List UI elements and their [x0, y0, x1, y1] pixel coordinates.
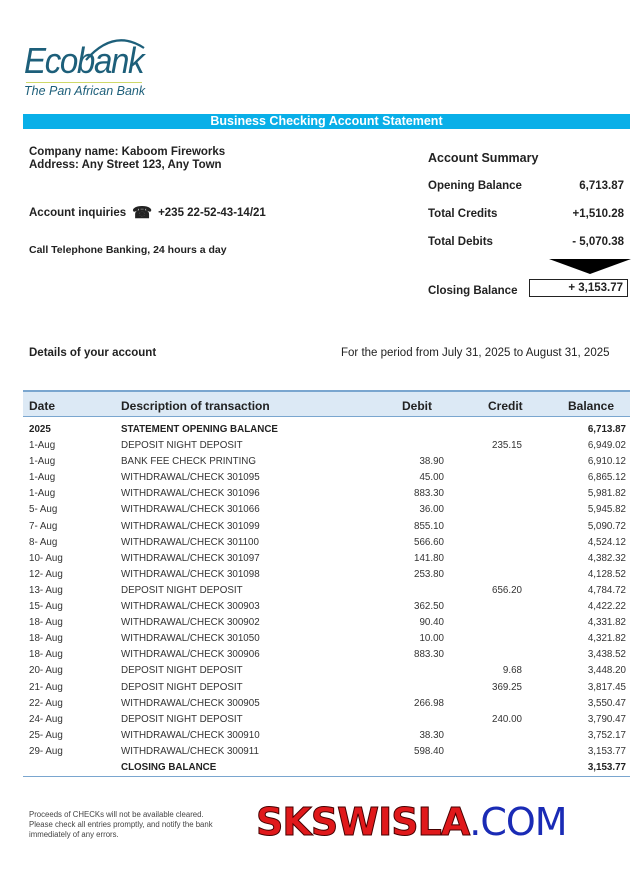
row-balance: 4,128.52: [587, 568, 626, 580]
table-row: [23, 487, 630, 503]
row-balance: 3,550.47: [587, 697, 626, 709]
table-row: [23, 584, 630, 600]
row-balance: 5,090.72: [587, 520, 626, 532]
row-debit: 38.90: [419, 456, 444, 468]
row-date: 1-Aug: [29, 456, 56, 468]
row-credit: 369.25: [492, 681, 522, 693]
table-row: [23, 423, 630, 439]
header-balance: Balance: [568, 399, 615, 413]
row-description: WITHDRAWAL/CHECK 301095: [121, 472, 260, 484]
row-description: WITHDRAWAL/CHECK 301066: [121, 504, 260, 516]
row-date: 25- Aug: [29, 729, 63, 741]
summary-total-debits: [428, 236, 624, 248]
row-balance: 3,153.77: [587, 761, 626, 773]
account-inquiries: [29, 207, 266, 220]
row-date: 20- Aug: [29, 665, 63, 677]
table-row: [23, 697, 630, 713]
row-balance: 3,817.45: [587, 681, 626, 693]
row-debit: 38.30: [419, 729, 444, 741]
row-debit: 45.00: [419, 472, 444, 484]
table-row: [23, 455, 630, 471]
row-balance: 4,524.12: [587, 536, 626, 548]
inquiries-phone: +235 22-52-43-14/21: [158, 207, 266, 219]
row-balance: 4,422.22: [587, 601, 626, 613]
row-description: BANK FEE CHECK PRINTING: [121, 456, 256, 468]
opening-balance-value: 6,713.87: [579, 180, 624, 192]
row-date: 18- Aug: [29, 633, 63, 645]
row-description: WITHDRAWAL/CHECK 301100: [121, 536, 259, 548]
table-row: [23, 520, 630, 536]
row-description: WITHDRAWAL/CHECK 300903: [121, 601, 260, 613]
table-row: [23, 439, 630, 455]
row-balance: 4,321.82: [587, 633, 626, 645]
row-debit: 253.80: [414, 568, 444, 580]
table-bottom-rule: [23, 776, 630, 777]
row-date: 18- Aug: [29, 649, 63, 661]
row-balance: 3,438.52: [587, 649, 626, 661]
row-date: 5- Aug: [29, 504, 58, 516]
table-row: [23, 713, 630, 729]
ecobank-logo: [24, 34, 154, 100]
row-debit: 266.98: [414, 697, 444, 709]
company-name: Company name: Kaboom Fireworks: [29, 146, 226, 158]
row-balance: 5,981.82: [587, 488, 626, 500]
row-balance: 3,153.77: [587, 745, 626, 757]
table-row: [23, 745, 630, 761]
row-balance: 6,865.12: [587, 472, 626, 484]
row-description: WITHDRAWAL/CHECK 301098: [121, 568, 260, 580]
total-credits-label: Total Credits: [428, 208, 498, 220]
telephone-icon: ☎: [132, 205, 153, 222]
statement-title: Business Checking Account Statement: [23, 114, 630, 129]
table-row: [23, 681, 630, 697]
row-date: 10- Aug: [29, 552, 63, 564]
row-description: STATEMENT OPENING BALANCE: [121, 424, 278, 435]
summary-total-credits: [428, 208, 624, 220]
row-balance: 3,752.17: [587, 729, 626, 741]
row-description: DEPOSIT NIGHT DEPOSIT: [121, 713, 243, 725]
row-description: WITHDRAWAL/CHECK 300902: [121, 617, 260, 629]
row-balance: 5,945.82: [587, 504, 626, 516]
table-row: [23, 648, 630, 664]
row-description: WITHDRAWAL/CHECK 301097: [121, 552, 260, 564]
row-description: WITHDRAWAL/CHECK 301099: [121, 520, 260, 532]
total-credits-value: +1,510.28: [572, 208, 624, 220]
row-date: 13- Aug: [29, 584, 63, 596]
transactions-table-body: [23, 423, 630, 777]
watermark-blue-text: .COM: [469, 800, 567, 844]
row-credit: 656.20: [492, 584, 522, 596]
row-balance: 4,784.72: [587, 584, 626, 596]
logo-brand: Ecobank: [24, 40, 144, 81]
row-date: 1-Aug: [29, 472, 56, 484]
row-debit: 883.30: [414, 488, 444, 500]
footer-note: Proceeds of CHECKs will not be available cleared. Please check all entries promptly, and notify the bank immediately of any errors.: [29, 810, 213, 839]
row-debit: 598.40: [414, 745, 444, 757]
row-debit: 883.30: [414, 649, 444, 661]
row-description: DEPOSIT NIGHT DEPOSIT: [121, 584, 243, 596]
row-date: 21- Aug: [29, 681, 63, 693]
row-description: DEPOSIT NIGHT DEPOSIT: [121, 440, 243, 452]
table-row: [23, 471, 630, 487]
row-debit: 10.00: [419, 633, 444, 645]
row-date: 24- Aug: [29, 713, 63, 725]
table-row: [23, 729, 630, 745]
row-balance: 6,949.02: [587, 440, 626, 452]
inquiries-label: Account inquiries: [29, 207, 127, 219]
header-date: Date: [29, 399, 56, 413]
row-debit: 90.40: [419, 617, 444, 629]
row-date: 8- Aug: [29, 536, 58, 548]
row-date: 22- Aug: [29, 697, 63, 709]
row-description: WITHDRAWAL/CHECK 300905: [121, 697, 260, 709]
row-debit: 566.60: [414, 536, 444, 548]
row-debit: 141.80: [414, 552, 444, 564]
details-heading: Details of your account: [29, 347, 157, 359]
row-balance: 6,713.87: [587, 424, 626, 435]
row-balance: 4,382.32: [587, 552, 626, 564]
row-description: CLOSING BALANCE: [121, 761, 217, 773]
row-description: WITHDRAWAL/CHECK 300906: [121, 649, 260, 661]
watermark-red-text: SKSWISLA: [256, 800, 470, 844]
row-balance: 3,448.20: [587, 665, 626, 677]
total-debits-label: Total Debits: [428, 236, 493, 248]
row-description: WITHDRAWAL/CHECK 300911: [121, 745, 259, 757]
row-date: 18- Aug: [29, 617, 63, 629]
row-credit: 235.15: [492, 440, 522, 452]
row-description: DEPOSIT NIGHT DEPOSIT: [121, 681, 243, 693]
company-address: Address: Any Street 123, Any Town: [29, 159, 222, 171]
statement-period: For the period from July 31, 2025 to August 31, 2025: [341, 347, 610, 359]
row-description: DEPOSIT NIGHT DEPOSIT: [121, 665, 243, 677]
row-date: 1-Aug: [29, 488, 56, 500]
table-row: [23, 552, 630, 568]
table-row: [23, 761, 630, 777]
logo-divider: [26, 82, 142, 83]
row-date: 29- Aug: [29, 745, 63, 757]
table-row: [23, 664, 630, 680]
row-credit: 9.68: [502, 665, 522, 677]
down-arrow-icon: [549, 259, 631, 274]
row-description: WITHDRAWAL/CHECK 301050: [121, 633, 260, 645]
header-credit: Credit: [488, 399, 523, 413]
table-row: [23, 536, 630, 552]
row-date: 15- Aug: [29, 601, 63, 613]
header-description: Description of transaction: [121, 399, 270, 413]
watermark: [256, 800, 567, 844]
row-description: WITHDRAWAL/CHECK 300910: [121, 729, 260, 741]
account-summary-title: Account Summary: [428, 151, 539, 165]
table-row: [23, 568, 630, 584]
row-date: 7- Aug: [29, 520, 58, 532]
table-row: [23, 503, 630, 519]
header-debit: Debit: [402, 399, 432, 413]
row-description: WITHDRAWAL/CHECK 301096: [121, 488, 260, 500]
total-debits-value: - 5,070.38: [572, 236, 624, 248]
summary-opening-balance: [428, 180, 624, 192]
row-date: 12- Aug: [29, 568, 63, 580]
row-balance: 3,790.47: [587, 713, 626, 725]
closing-balance-label: Closing Balance: [428, 285, 518, 297]
row-date: 2025: [29, 424, 51, 435]
transactions-table-header: [23, 390, 630, 417]
row-debit: 36.00: [419, 504, 444, 516]
opening-balance-label: Opening Balance: [428, 180, 522, 192]
table-row: [23, 632, 630, 648]
row-debit: 362.50: [414, 601, 444, 613]
row-balance: 4,331.82: [587, 617, 626, 629]
company-info: [29, 146, 225, 172]
row-credit: 240.00: [492, 713, 522, 725]
row-date: 1-Aug: [29, 440, 56, 452]
telephone-banking-note: Call Telephone Banking, 24 hours a day: [29, 244, 227, 256]
table-row: [23, 616, 630, 632]
row-debit: 855.10: [414, 520, 444, 532]
table-row: [23, 600, 630, 616]
row-balance: 6,910.12: [587, 456, 626, 468]
closing-balance-value: + 3,153.77: [529, 279, 628, 297]
logo-tagline: The Pan African Bank: [24, 84, 146, 98]
